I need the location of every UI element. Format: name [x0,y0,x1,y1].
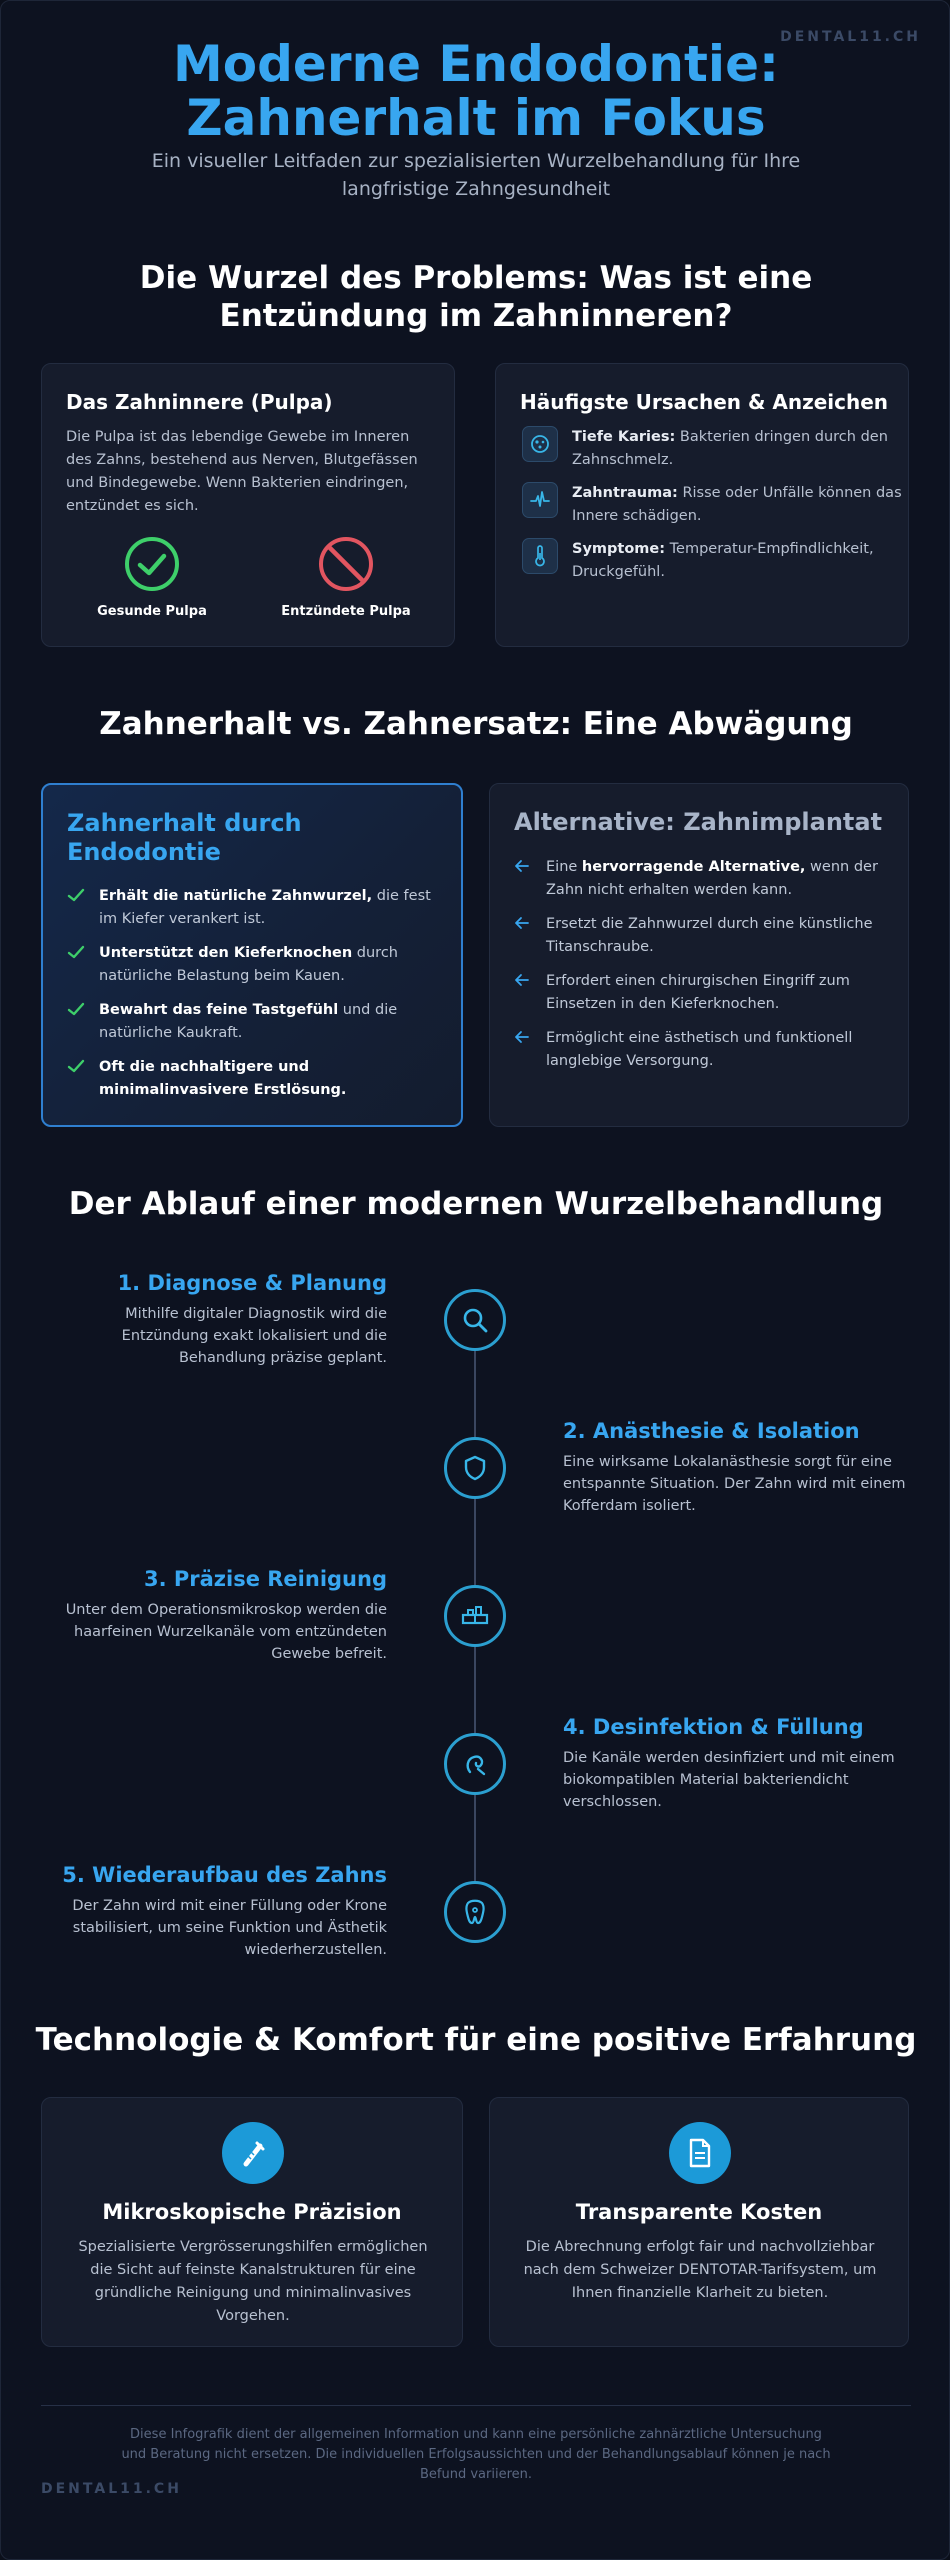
brand-watermark-top: DENTAL11.CH [780,29,921,45]
document-icon [669,2122,731,2184]
preserve-item-text: die fest im Kiefer verankert ist. [99,888,431,927]
cause-label: Zahntrauma: [572,485,678,501]
check-icon [67,885,99,907]
footer-disclaimer: Diese Infografik dient der allgemeinen Information und kann eine persönliche zahnärztliche Untersuchung und Beratung nicht ersetzen. Die individuellen Erfolgsaussichten und der Behandlungsablauf können je nach Befund variieren. [121,2427,831,2482]
cause-label: Symptome: [572,541,666,557]
pulpa-card [41,363,455,647]
preserve-item-bold: Erhält die natürliche Zahnwurzel, [99,888,373,904]
tooth-icon [444,1881,506,1943]
implant-list-item [514,913,884,959]
step-title: 5. Wiederaufbau des Zahns [62,1863,387,1887]
healthy-pulpa-label: Gesunde Pulpa [97,604,207,619]
arrow-left-icon [514,913,546,935]
causes-card-title: Häufigste Ursachen & Anzeichen [520,390,889,414]
step-text: Mithilfe digitaler Diagnostik wird die Entzündung exakt lokalisiert und die Behandlung präzise geplant. [121,1306,387,1366]
implant-item-text: Erfordert einen chirurgischen Eingriff zum Einsetzen in den Kieferknochen. [546,973,850,1012]
preserve-item-text: und die natürliche Kaukraft. [99,1002,398,1041]
implant-list-item [514,970,884,1016]
preserve-card [41,783,463,1127]
footer-divider [41,2405,911,2406]
healthy-check-icon [124,536,180,596]
implant-item-text: Ermöglicht eine ästhetisch und funktionell langlebige Versorgung. [546,1030,853,1069]
shield-icon [444,1437,506,1499]
implant-card [489,783,909,1127]
microscope-icon [222,2122,284,2184]
check-icon [67,999,99,1021]
thermometer-icon [522,538,558,574]
implant-list-item [514,1027,884,1073]
step-text: Eine wirksame Lokalanästhesie sorgt für eine entspannte Situation. Der Zahn wird mit einem Kofferdam isoliert. [563,1454,906,1514]
cause-item [522,482,902,528]
feature-text: Die Abrechnung erfolgt fair und nachvollziehbar nach dem Schweizer DENTOTAR-Tarifsystem, um Ihnen finanzielle Klarheit zu bieten. [523,2239,877,2301]
spiral-icon [444,1733,506,1795]
cause-text: Risse oder Unfälle können das Innere schädigen. [572,485,902,524]
cause-text: Bakterien dringen durch den Zahnschmelz. [572,429,888,468]
section-heading-problem: Die Wurzel des Problems: Was ist eine Entzündung im Zahninneren? [139,260,813,334]
inflamed-pulpa-label: Entzündete Pulpa [281,604,411,619]
section-heading-comparison: Zahnerhalt vs. Zahnersatz: Eine Abwägung [99,706,853,742]
causes-card [495,363,909,647]
check-icon [67,942,99,964]
instruments-icon [444,1585,506,1647]
preserve-list-item [67,999,437,1045]
implant-item-text: wenn der Zahn nicht erhalten werden kann. [546,859,878,898]
implant-card-title: Alternative: Zahnimplantat [514,808,883,836]
cause-item [522,538,902,584]
implant-item-text: Ersetzt die Zahnwurzel durch eine künstliche Titanschraube. [546,916,873,955]
step-title: 1. Diagnose & Planung [117,1271,387,1295]
feature-title: Transparente Kosten [575,2200,823,2224]
arrow-left-icon [514,856,546,878]
inflamed-prohibit-icon [318,536,374,596]
feature-card [489,2097,909,2347]
feature-text: Spezialisierte Vergrösserungshilfen ermöglichen die Sicht auf feinste Kanalstrukturen für eine gründliche Reinigung und minimalinvasives Vorgehen. [78,2239,428,2324]
pulpa-card-text: Die Pulpa ist das lebendige Gewebe im Inneren des Zahns, bestehend aus Nerven, Blutgefässen und Bindegewebe. Wenn Bakterien eindringen, entzündet es sich. [66,429,418,514]
preserve-list-item [67,885,437,931]
cause-text: Temperatur-Empfindlichkeit, Druckgefühl. [572,541,874,580]
feature-title: Mikroskopische Präzision [102,2200,402,2224]
preserve-card-title: Zahnerhalt durch Endodontie [67,809,302,866]
feature-card [41,2097,463,2347]
preserve-item-bold: Oft die nachhaltigere und minimalinvasivere Erstlösung. [99,1059,347,1098]
page-title: Moderne Endodontie: Zahnerhalt im Fokus [173,35,779,147]
page-subtitle: Ein visueller Leitfaden zur spezialisierten Wurzelbehandlung für Ihre langfristige Zahngesundheit [151,150,801,200]
pulpa-card-title: Das Zahninnere (Pulpa) [66,390,333,414]
preserve-item-bold: Unterstützt den Kieferknochen [99,945,353,961]
step-title: 4. Desinfektion & Füllung [563,1715,864,1739]
search-icon [444,1289,506,1351]
preserve-list-item [67,942,437,988]
step-text: Die Kanäle werden desinfiziert und mit einem biokompatiblen Material bakteriendicht verschlossen. [563,1750,895,1810]
preserve-list-item [67,1056,437,1102]
cause-label: Tiefe Karies: [572,429,676,445]
section-heading-technology: Technologie & Komfort für eine positive Erfahrung [35,2022,917,2058]
implant-list-item [514,856,884,902]
step-title: 3. Präzise Reinigung [143,1567,387,1591]
implant-item-prefix: Eine [546,859,582,875]
step-text: Unter dem Operationsmikroskop werden die haarfeinen Wurzelkanäle vom entzündeten Gewebe befreit. [65,1602,387,1662]
step-title: 2. Anästhesie & Isolation [563,1419,860,1443]
step-text: Der Zahn wird mit einer Füllung oder Krone stabilisiert, um seine Funktion und Ästhetik wiederherzustellen. [72,1898,387,1958]
brand-watermark-bottom: DENTAL11.CH [41,2481,182,2497]
pulse-icon [522,482,558,518]
bacteria-icon [522,426,558,462]
check-icon [67,1056,99,1078]
arrow-left-icon [514,1027,546,1049]
section-heading-process: Der Ablauf einer modernen Wurzelbehandlung [68,1186,884,1222]
implant-item-bold: hervorragende Alternative, [581,859,806,875]
arrow-left-icon [514,970,546,992]
cause-item [522,426,902,472]
preserve-item-text: durch natürliche Belastung beim Kauen. [99,945,398,984]
preserve-item-bold: Bewahrt das feine Tastgefühl [99,1002,339,1018]
